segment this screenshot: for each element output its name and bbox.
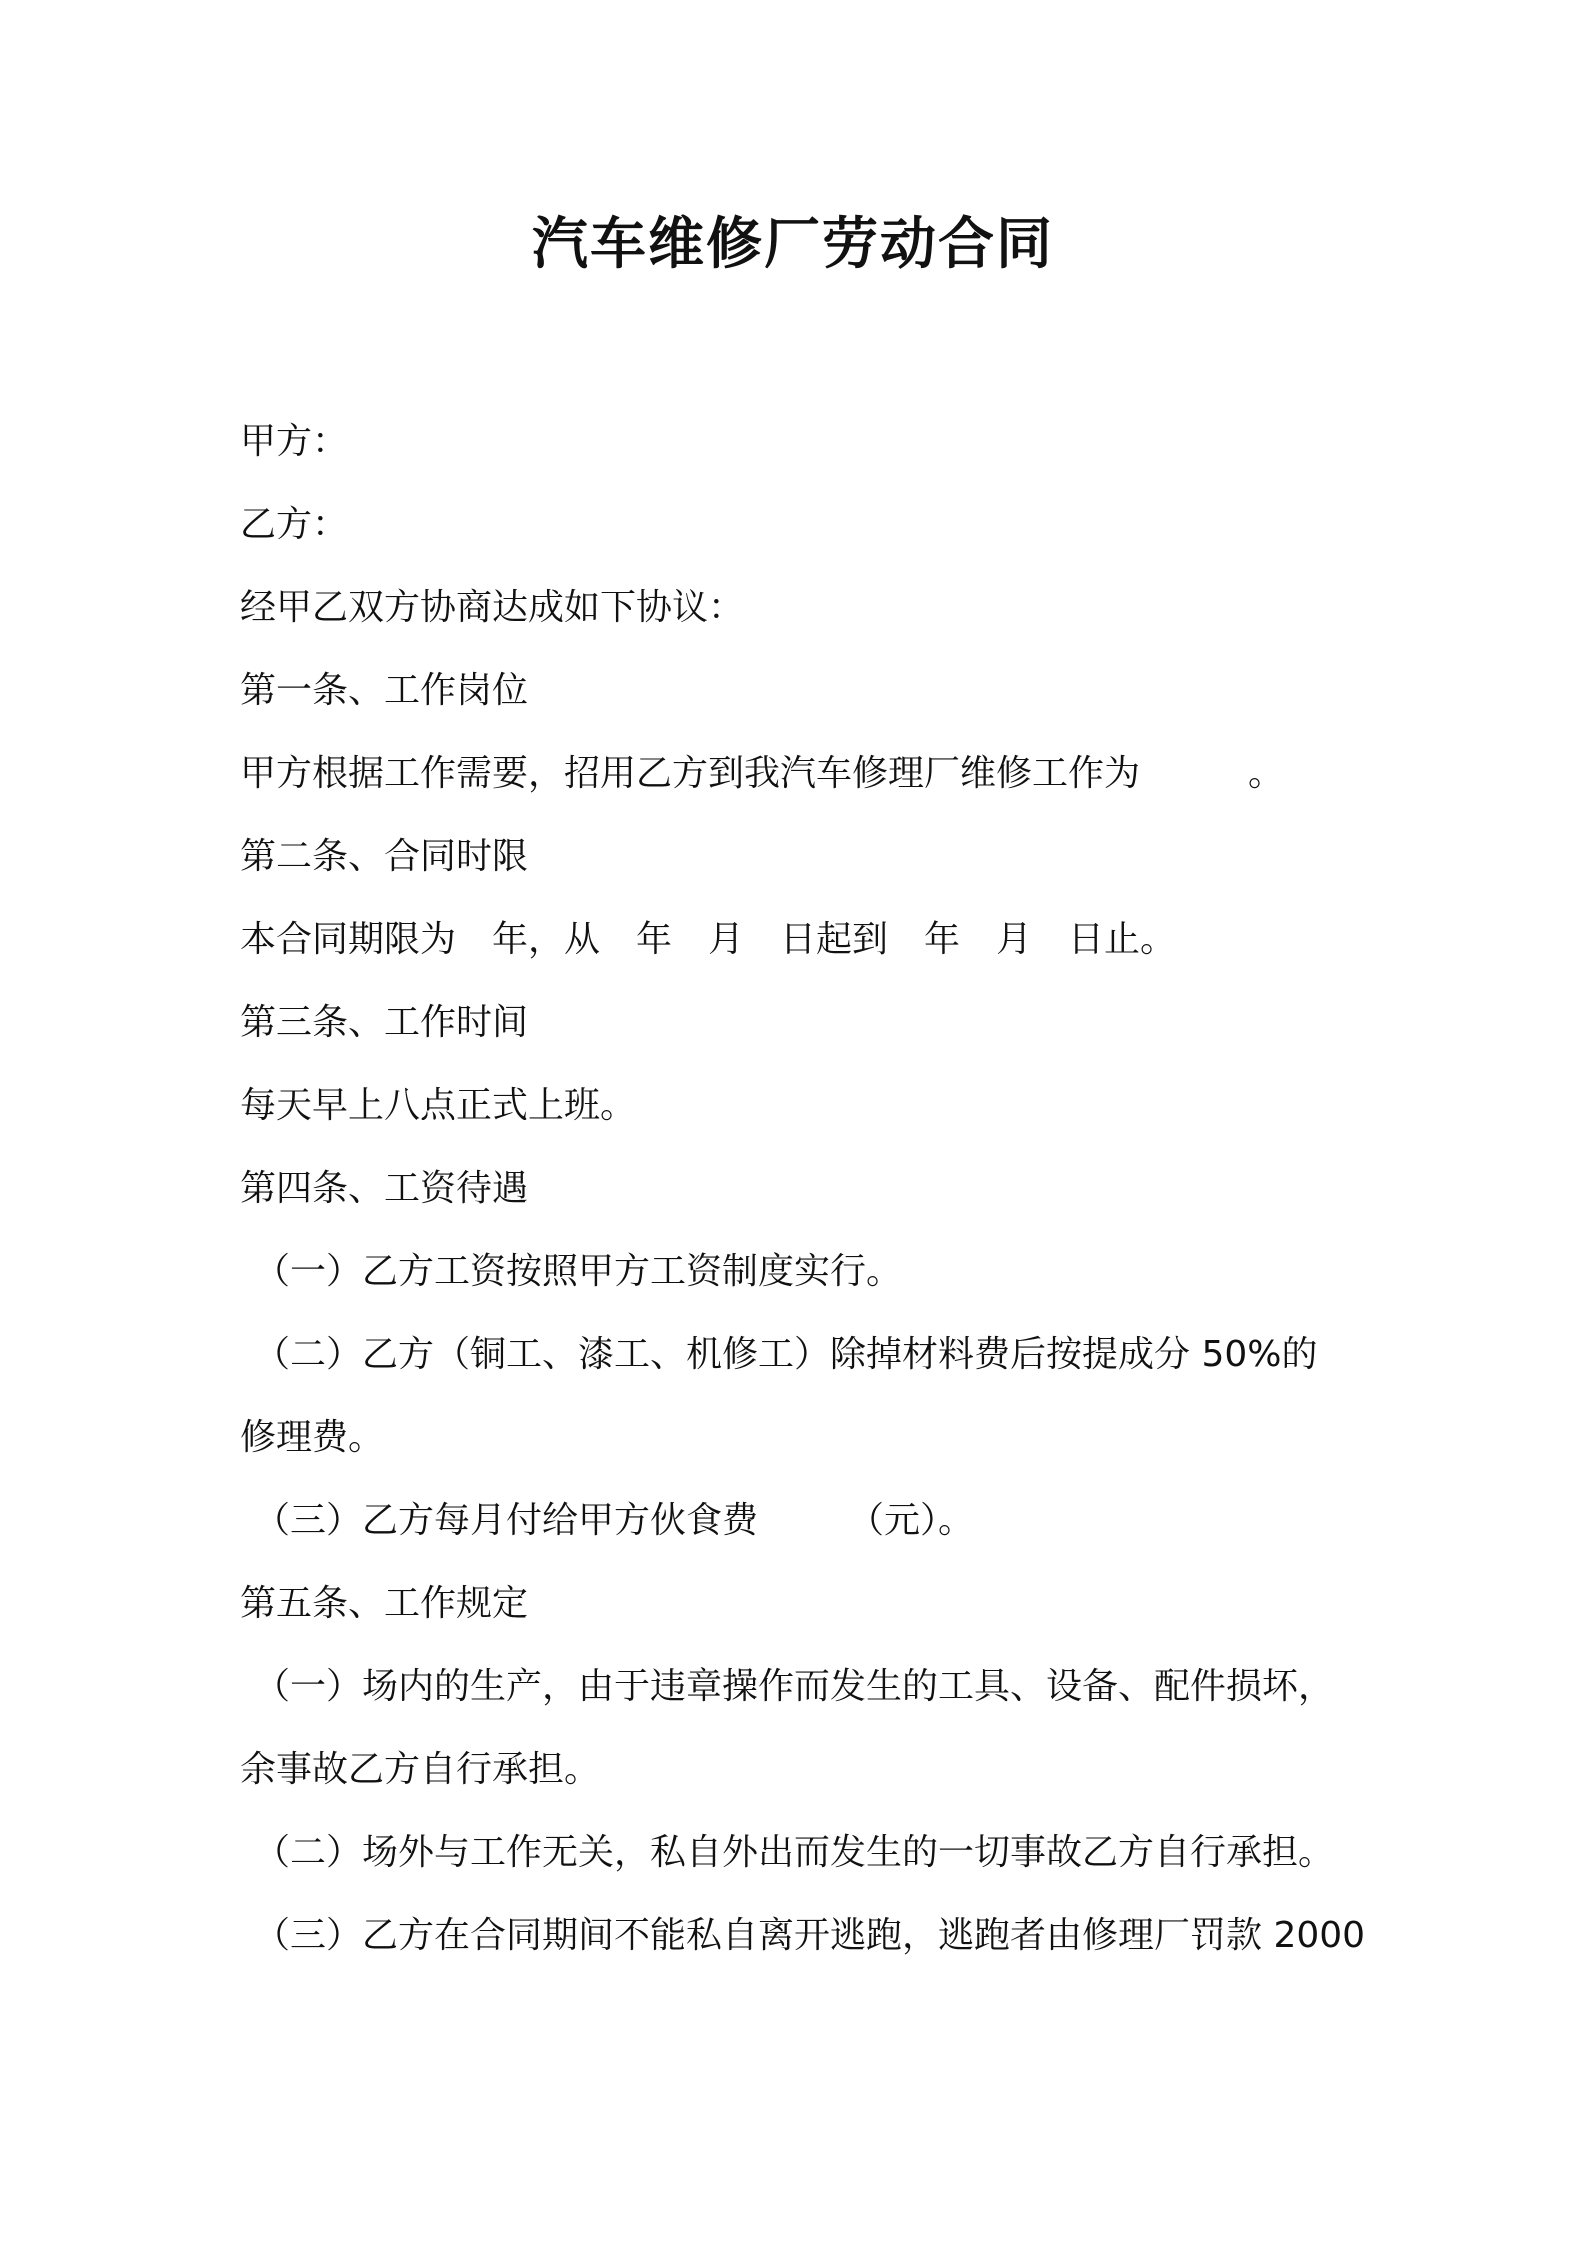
article-4-heading: 第四条、工资待遇 [240, 1168, 529, 1209]
article-3-text: 每天早上八点正式上班。 [240, 1085, 637, 1126]
article-1-heading: 第一条、工作岗位 [240, 670, 529, 711]
agreement-intro: 经甲乙双方协商达成如下协议： [240, 587, 745, 628]
article-2-text: 本合同期限为 年，从 年 月 日起到 年 月 日止。 [240, 919, 1177, 960]
article-5-heading: 第五条、工作规定 [240, 1583, 529, 1624]
article-4-item-2: （二）乙方（铜工、漆工、机修工）除掉材料费后按提成分 50%的 [254, 1334, 1318, 1375]
article-5-item-1-continued: 余事故乙方自行承担。 [240, 1749, 601, 1790]
document-body [240, 400, 1370, 1977]
document-title: 汽车维修厂劳动合同 [532, 212, 1054, 277]
article-2-heading: 第二条、合同时限 [240, 836, 529, 877]
party-a-line: 甲方： [240, 421, 349, 462]
article-5-item-2: （二）场外与工作无关，私自外出而发生的一切事故乙方自行承担。 [254, 1832, 1335, 1873]
article-4-item-3: （三）乙方每月付给甲方伙食费 （元）。 [254, 1500, 975, 1541]
article-4-item-2-continued: 修理费。 [240, 1417, 385, 1458]
article-4-item-1: （一）乙方工资按照甲方工资制度实行。 [254, 1251, 903, 1292]
article-5-item-3: （三）乙方在合同期间不能私自离开逃跑，逃跑者由修理厂罚款 2000 [254, 1915, 1366, 1956]
article-5-item-1: （一）场内的生产，由于违章操作而发生的工具、设备、配件损坏， [254, 1666, 1335, 1707]
article-1-text: 甲方根据工作需要，招用乙方到我汽车修理厂维修工作为 。 [240, 753, 1285, 794]
party-b-line: 乙方： [240, 504, 349, 545]
article-3-heading: 第三条、工作时间 [240, 1002, 529, 1043]
